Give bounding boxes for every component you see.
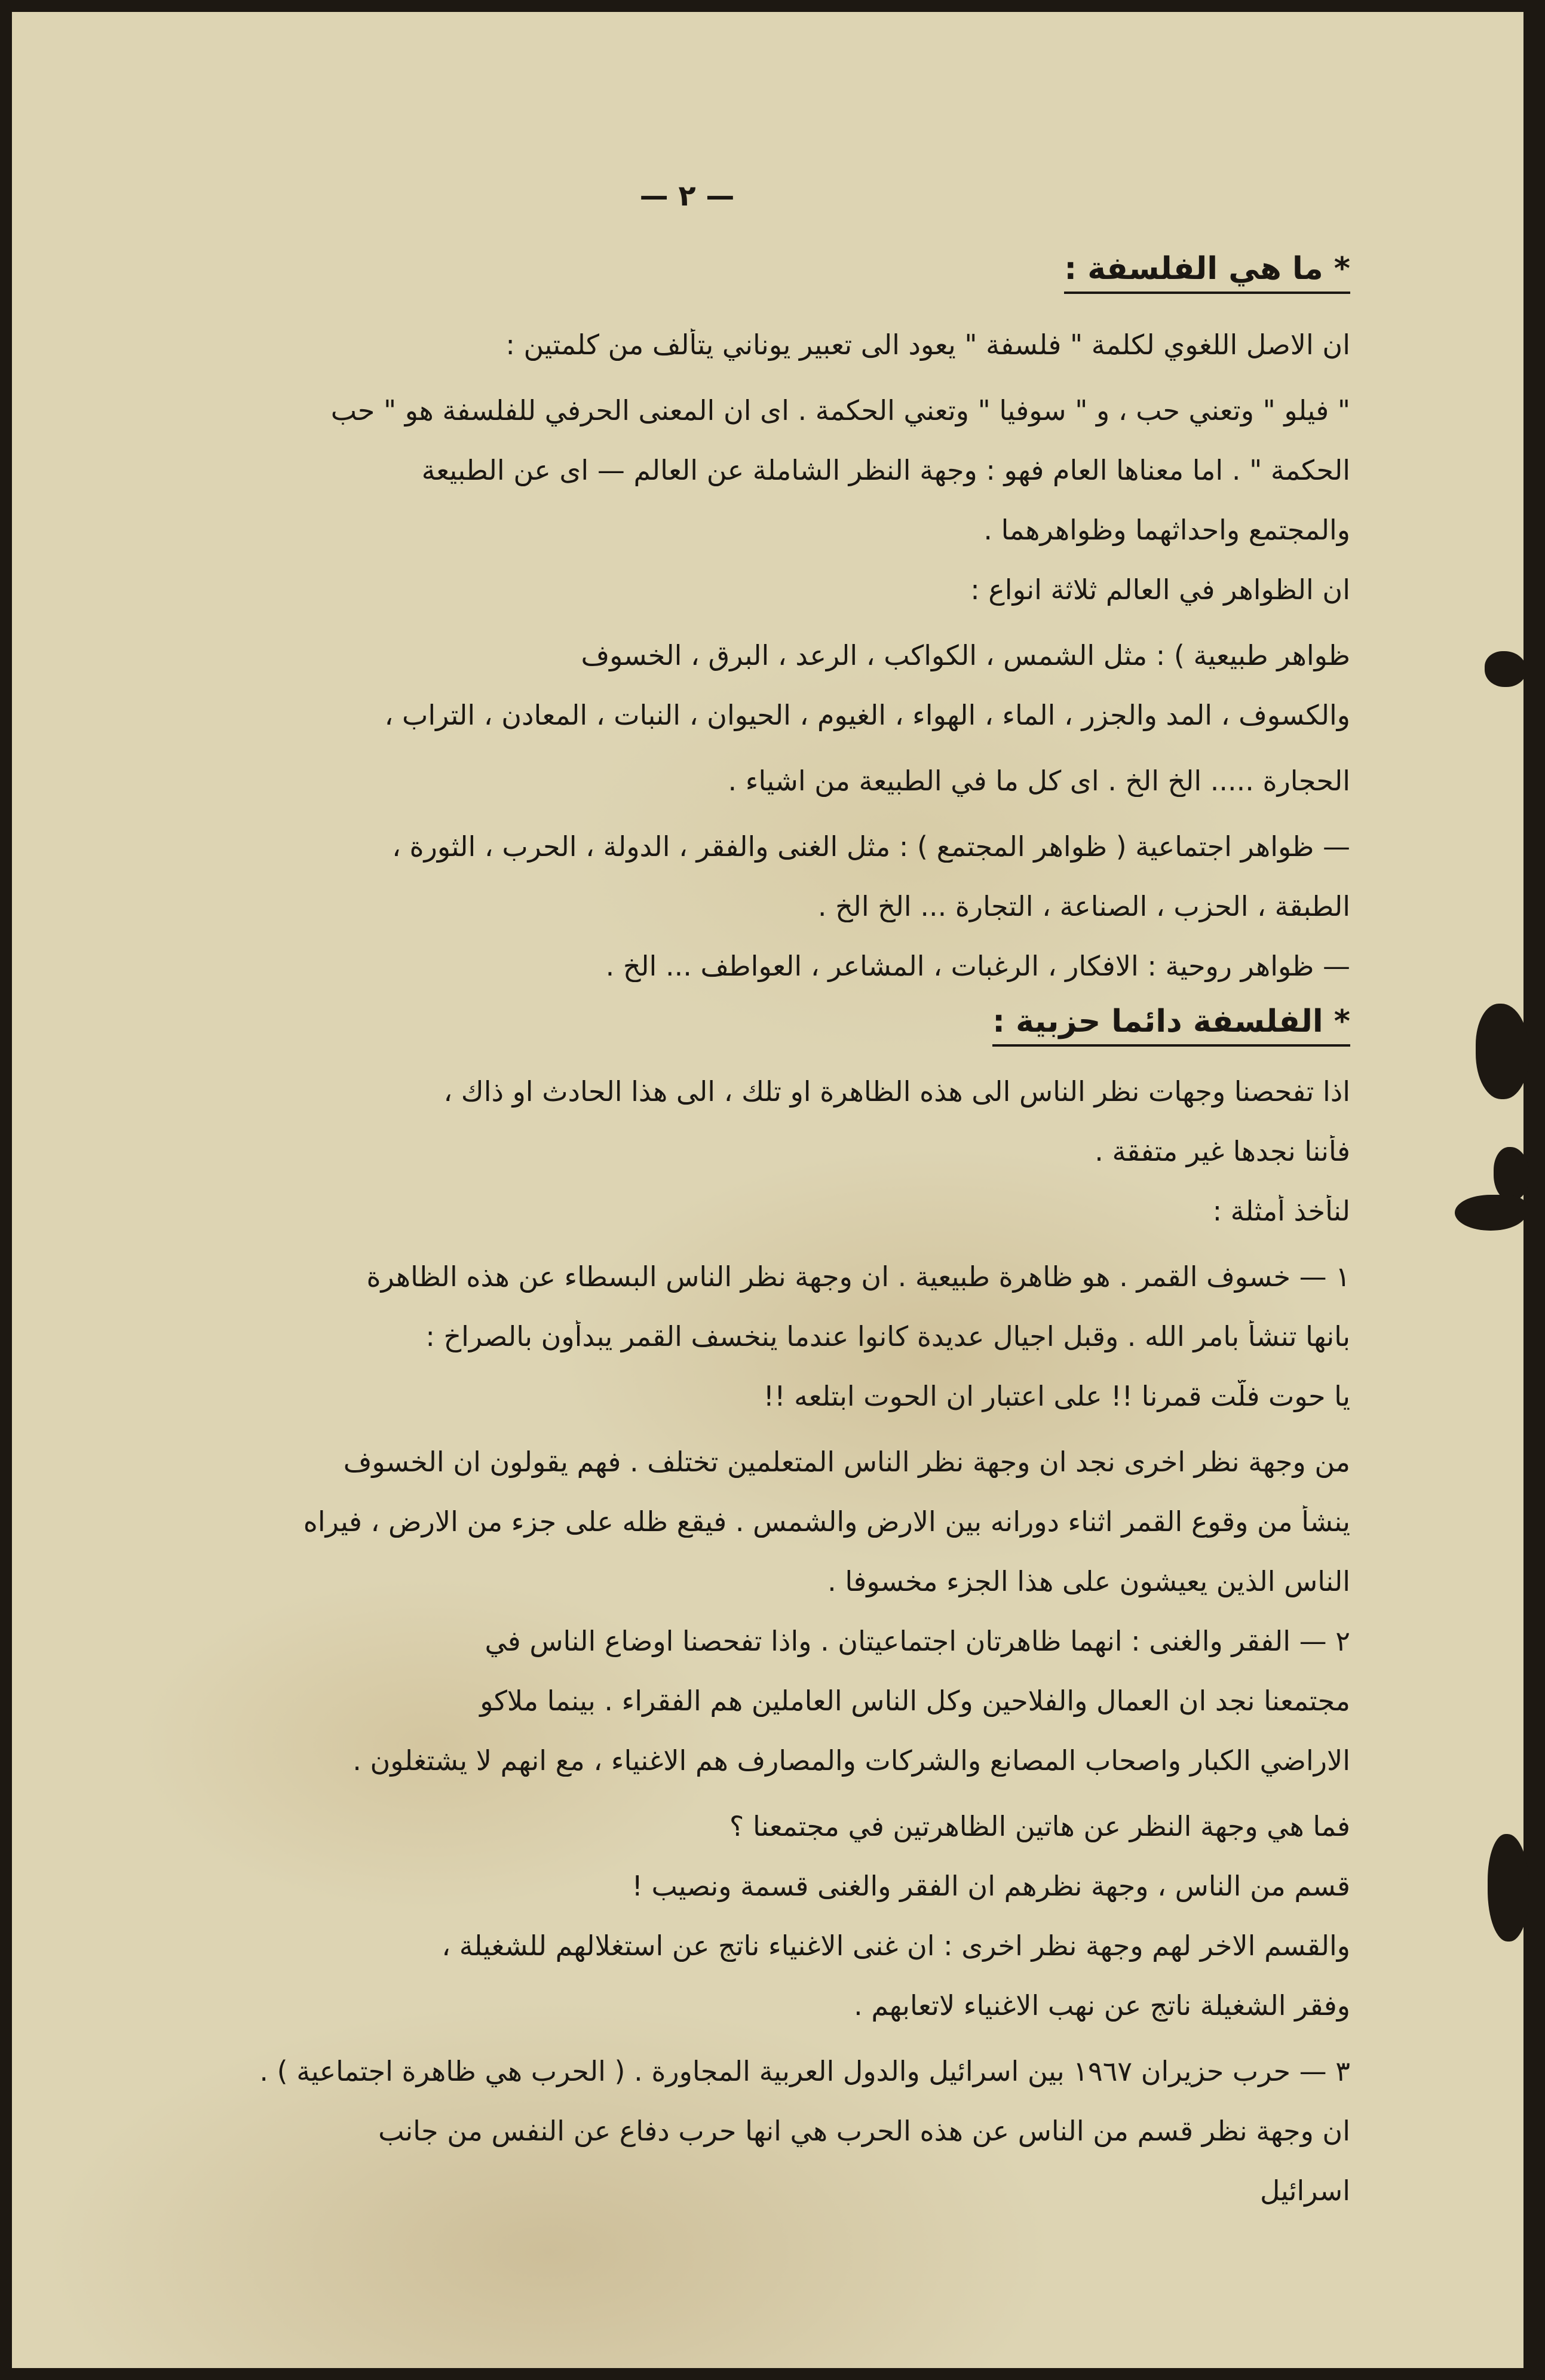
- text-line: الناس الذين يعيشون على هذا الجزء مخسوفا .: [827, 1565, 1350, 1597]
- text-line: ينشأ من وقوع القمر اثناء دورانه بين الارض والشمس . فيقع ظله على جزء من الارض ، فيراه: [303, 1505, 1350, 1538]
- text-line: " فيلو " وتعني حب ، و " سوفيا " وتعني الحكمة . اى ان المعنى الحرفي للفلسفة هو " حب: [330, 394, 1350, 427]
- text-line: الاراضي الكبار واصحاب المصانع والشركات والمصارف هم الاغنياء ، مع انهم لا يشتغلون .: [352, 1744, 1350, 1777]
- section-heading: * ما هي الفلسفة :: [1064, 251, 1350, 287]
- text-line: ظواهر طبيعية ) : مثل الشمس ، الكواكب ، الرعد ، البرق ، الخسوف: [581, 639, 1350, 671]
- text-line: قسم من الناس ، وجهة نظرهم ان الفقر والغنى قسمة ونصيب !: [632, 1870, 1350, 1902]
- text-line: لنأخذ أمثلة :: [1212, 1195, 1350, 1227]
- text-line: الحجارة ..... الخ الخ . اى كل ما في الطبيعة من اشياء .: [728, 765, 1350, 797]
- text-line: ١ — خسوف القمر . هو ظاهرة طبيعية . ان وجهة نظر الناس البسطاء عن هذه الظاهرة: [366, 1260, 1350, 1293]
- text-line: يا حوت فلّت قمرنا !! على اعتبار ان الحوت ابتلعه !!: [763, 1380, 1350, 1412]
- text-line: ان وجهة نظر قسم من الناس عن هذه الحرب هي انها حرب دفاع عن النفس من جانب: [378, 2115, 1350, 2147]
- text-line: فما هي وجهة النظر عن هاتين الظاهرتين في مجتمعنا ؟: [729, 1810, 1350, 1842]
- text-line: اسرائيل: [1259, 2174, 1350, 2207]
- paper-damage: [1494, 1147, 1529, 1201]
- document-body: [119, 179, 1350, 2270]
- text-line: — ظواهر اجتماعية ( ظواهر المجتمع ) : مثل الغنى والفقر ، الدولة ، الحرب ، الثورة ،: [392, 830, 1350, 863]
- text-line: فأننا نجدها غير متفقة .: [1095, 1135, 1350, 1167]
- text-line: الطبقة ، الحزب ، الصناعة ، التجارة ... الخ الخ .: [817, 890, 1350, 922]
- text-line: ان الظواهر في العالم ثلاثة انواع :: [970, 573, 1350, 606]
- text-line: الحكمة " . اما معناها العام فهو : وجهة النظر الشاملة عن العالم — اى عن الطبيعة: [421, 454, 1350, 486]
- text-line: وفقر الشغيلة ناتج عن نهب الاغنياء لاتعابهم .: [854, 1989, 1350, 2022]
- paper-damage: [1455, 1195, 1526, 1231]
- text-line: ٢ — الفقر والغنى : انهما ظاهرتان اجتماعيتان . واذا تفحصنا اوضاع الناس في: [485, 1625, 1350, 1657]
- paper-damage: [1488, 1834, 1529, 1942]
- text-line: مجتمعنا نجد ان العمال والفلاحين وكل الناس العاملين هم الفقراء . بينما ملاكو: [480, 1685, 1350, 1717]
- paper-damage: [1485, 651, 1526, 687]
- text-line: من وجهة نظر اخرى نجد ان وجهة نظر الناس المتعلمين تختلف . فهم يقولون ان الخسوف: [343, 1446, 1350, 1478]
- text-line: بانها تنشأ بامر الله . وقبل اجيال عديدة كانوا عندما ينخسف القمر يبدأون بالصراخ :: [425, 1320, 1350, 1352]
- text-line: — ظواهر روحية : الافكار ، الرغبات ، المشاعر ، العواطف ... الخ .: [605, 950, 1350, 982]
- page-number: — ٢ —: [639, 179, 735, 213]
- text-line: ٣ — حرب حزيران ١٩٦٧ بين اسرائيل والدول العربية المجاورة . ( الحرب هي ظاهرة اجتماعية ) .: [259, 2055, 1350, 2087]
- document-page: [12, 12, 1523, 2368]
- paper-damage: [1476, 1004, 1529, 1099]
- text-line: والمجتمع واحداثهما وظواهرهما .: [983, 514, 1350, 546]
- text-line: اذا تفحصنا وجهات نظر الناس الى هذه الظاهرة او تلك ، الى هذا الحادث او ذاك ،: [443, 1075, 1350, 1108]
- text-line: والقسم الاخر لهم وجهة نظر اخرى : ان غنى الاغنياء ناتج عن استغلالهم للشغيلة ،: [442, 1930, 1350, 1962]
- text-line: والكسوف ، المد والجزر ، الماء ، الهواء ، الغيوم ، الحيوان ، النبات ، المعادن ، التراب ،: [384, 699, 1350, 731]
- text-line: ان الاصل اللغوي لكلمة " فلسفة " يعود الى تعبير يوناني يتألف من كلمتين :: [505, 329, 1350, 361]
- section-heading: * الفلسفة دائما حزبية :: [992, 1004, 1350, 1039]
